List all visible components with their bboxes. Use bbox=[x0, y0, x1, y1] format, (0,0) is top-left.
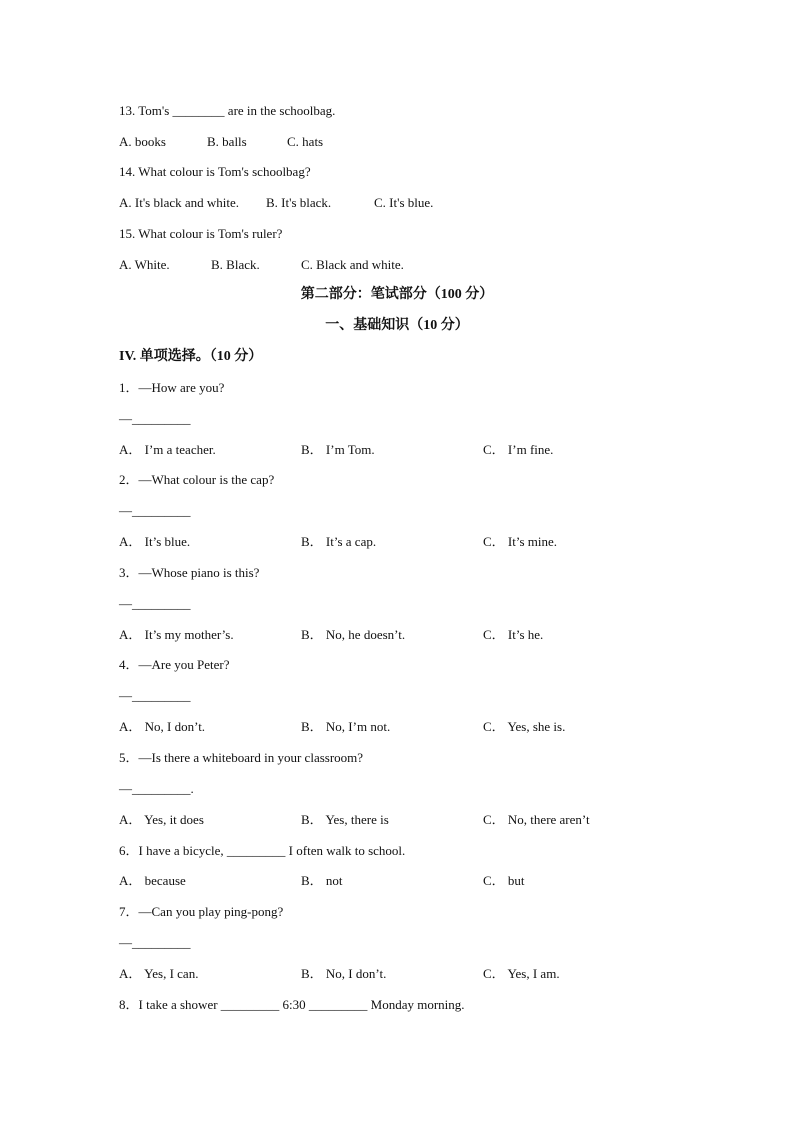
question-2-stem: 2．—What colour is the cap? bbox=[119, 472, 275, 487]
question-5-option-a: A． Yes, it does bbox=[119, 812, 204, 827]
question-13-stem: 13. Tom's ________ are in the schoolbag. bbox=[119, 103, 336, 118]
basic-knowledge-title: 一、基础知识（10 分） bbox=[325, 318, 469, 333]
question-7-stem: 7．—Can you play ping-pong? bbox=[119, 904, 284, 919]
question-4-stem: 4．—Are you Peter? bbox=[119, 657, 230, 672]
part-two-title: 第二部分：笔试部分（100 分） bbox=[300, 287, 494, 302]
section-iv-title: IV. 单项选择。（10 分） bbox=[119, 349, 263, 364]
question-5-answer-blank: —_________. bbox=[119, 781, 194, 796]
question-6-option-b: B． not bbox=[301, 873, 343, 888]
question-4-answer-blank: —_________ bbox=[119, 688, 191, 703]
question-1-option-b: B． I’m Tom. bbox=[301, 442, 375, 457]
question-2-option-c: C． It’s mine. bbox=[483, 534, 558, 549]
question-1-answer-blank: —_________ bbox=[119, 411, 191, 426]
question-2-option-a: A． It’s blue. bbox=[119, 534, 191, 549]
question-3-answer-blank: —_________ bbox=[119, 596, 191, 611]
question-4-option-c: C． Yes, she is. bbox=[483, 719, 566, 734]
question-6-option-c: C． but bbox=[483, 873, 525, 888]
question-7-option-a: A． Yes, I can. bbox=[119, 966, 199, 981]
question-14-stem: 14. What colour is Tom's schoolbag? bbox=[119, 164, 311, 179]
question-14-option-c: C. It's blue. bbox=[374, 195, 434, 210]
question-6-option-a: A． because bbox=[119, 873, 186, 888]
question-13-option-a: A. books bbox=[119, 134, 166, 149]
question-5-option-c: C． No, there aren’t bbox=[483, 812, 590, 827]
question-14-option-a: A. It's black and white. bbox=[119, 195, 240, 210]
question-7-option-b: B． No, I don’t. bbox=[301, 966, 387, 981]
question-6-stem: 6．I have a bicycle, _________ I often walk to school. bbox=[119, 843, 406, 858]
question-3-option-a: A． It’s my mother’s. bbox=[119, 627, 234, 642]
question-15-stem: 15. What colour is Tom's ruler? bbox=[119, 226, 283, 241]
question-2-answer-blank: —_________ bbox=[119, 503, 191, 518]
question-1-stem: 1．—How are you? bbox=[119, 380, 225, 395]
question-8-stem: 8．I take a shower _________ 6:30 _________ Monday morning. bbox=[119, 997, 465, 1012]
question-15-option-c: C. Black and white. bbox=[301, 257, 404, 272]
question-4-option-a: A． No, I don’t. bbox=[119, 719, 206, 734]
question-13-option-b: B. balls bbox=[207, 134, 247, 149]
question-3-option-c: C． It’s he. bbox=[483, 627, 544, 642]
question-1-option-a: A． I’m a teacher. bbox=[119, 442, 216, 457]
question-1-option-c: C． I’m fine. bbox=[483, 442, 554, 457]
question-13-option-c: C. hats bbox=[287, 134, 324, 149]
question-5-option-b: B． Yes, there is bbox=[301, 812, 389, 827]
question-15-option-a: A. White. bbox=[119, 257, 170, 272]
question-2-option-b: B． It’s a cap. bbox=[301, 534, 377, 549]
question-7-option-c: C． Yes, I am. bbox=[483, 966, 560, 981]
question-3-option-b: B． No, he doesn’t. bbox=[301, 627, 406, 642]
question-3-stem: 3．—Whose piano is this? bbox=[119, 565, 260, 580]
question-15-option-b: B. Black. bbox=[211, 257, 260, 272]
question-5-stem: 5．—Is there a whiteboard in your classroom? bbox=[119, 750, 364, 765]
question-7-answer-blank: —_________ bbox=[119, 935, 191, 950]
question-4-option-b: B． No, I’m not. bbox=[301, 719, 391, 734]
question-14-option-b: B. It's black. bbox=[266, 195, 332, 210]
